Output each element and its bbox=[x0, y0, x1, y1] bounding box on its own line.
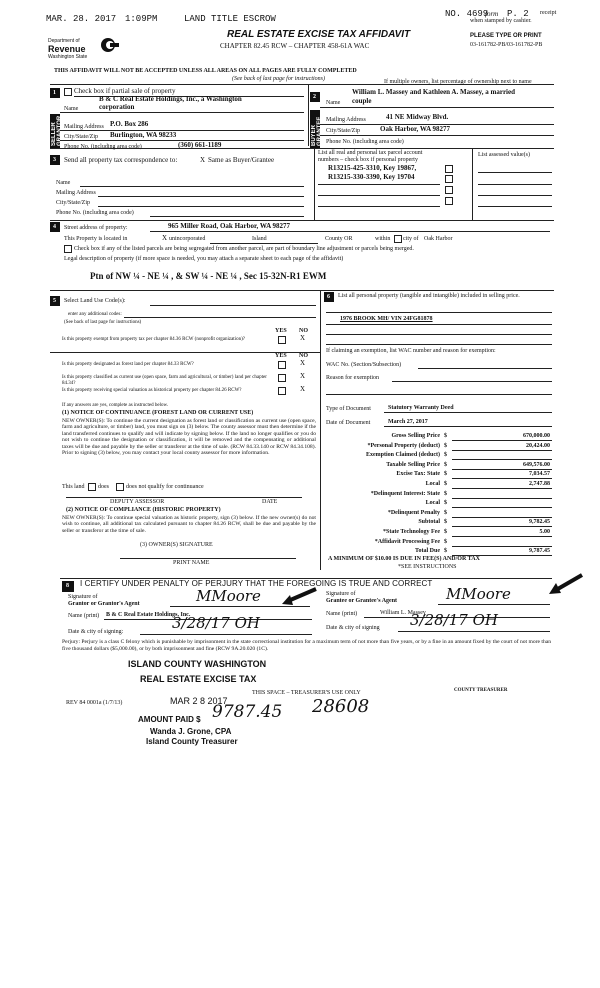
assessed-value-header: List assessed value(s) bbox=[478, 152, 530, 158]
buyer-name-label: Name bbox=[326, 100, 341, 106]
parcel-personal-checkbox-4[interactable] bbox=[445, 197, 453, 205]
tax-row-dollar: $ bbox=[444, 510, 447, 516]
seller-mailing-label: Mailing Address bbox=[64, 124, 104, 130]
print-name-label: PRINT NAME bbox=[173, 560, 210, 566]
grantee-name-label: Name (print) bbox=[326, 611, 358, 617]
tax-row-value: 7,034.57 bbox=[529, 471, 550, 477]
treasurer-space: THIS SPACE – TREASURER'S USE ONLY bbox=[252, 690, 361, 696]
additional-codes-label: enter any additional codes: bbox=[68, 312, 122, 317]
tax-row-value: 9,787.45 bbox=[529, 548, 550, 554]
grantor-date-label: Date & city of signing: bbox=[68, 629, 124, 635]
tax-row-dollar: $ bbox=[444, 471, 447, 477]
partial-sale-checkbox[interactable] bbox=[64, 88, 72, 96]
doc-type-label: Type of Document bbox=[326, 406, 371, 412]
current-use-question: Is this property classified as current use (open space, farm and agricultural, or timber) land per chapter 84.34? bbox=[62, 375, 267, 386]
tax-row-label: Local bbox=[425, 481, 440, 487]
owner-signature-label: (3) OWNER(S) SIGNATURE bbox=[140, 542, 213, 548]
notice-continuance-title: (1) NOTICE OF CONTINUANCE (FOREST LAND OR CURRENT USE) bbox=[62, 410, 254, 416]
section-8-number: 8 bbox=[66, 583, 69, 589]
tax-row-value: 670,000.00 bbox=[523, 433, 550, 439]
section-2-number: 2 bbox=[313, 94, 316, 100]
buyer-phone-label: Phone No. (including area code) bbox=[326, 139, 404, 145]
street-address: 965 Miller Road, Oak Harbor, WA 98277 bbox=[168, 222, 290, 230]
notice-compliance-body: NEW OWNER(S): To continue special valuation as historic property, sign (3) below. If the new owner(s) do not wish to continue, all additional tax calculated pursuant to chapter 84.26 RCW, shall be due and payable by the seller or transferor at the time of sale. bbox=[62, 515, 316, 534]
unincorporated-mark: X bbox=[162, 234, 168, 242]
parcels-header-1: List all real and personal tax parcel account bbox=[318, 150, 423, 156]
grantee-date-city: 3/28/17 OH bbox=[410, 611, 498, 629]
partial-sale-label: Check box if partial sale of property bbox=[74, 87, 176, 95]
tax-row-dollar: $ bbox=[444, 539, 447, 545]
tax-row-label: Gross Selling Price bbox=[391, 433, 440, 439]
tax-row-dollar: $ bbox=[444, 452, 447, 458]
corr-name-label: Name bbox=[56, 180, 71, 186]
dor-logo-icon bbox=[98, 37, 120, 53]
receipt-note: when stamped by cashier. bbox=[470, 18, 532, 24]
grantee-arrow-icon bbox=[546, 572, 586, 598]
street-label: Street address of property: bbox=[64, 225, 128, 231]
grantee-signature: MMoore bbox=[446, 585, 511, 603]
tax-row-label: Excise Tax: State bbox=[396, 471, 440, 477]
see-back-instructions: (See back of last page for instructions) bbox=[232, 76, 325, 82]
does-not-label: does not qualify for continuance bbox=[126, 484, 204, 490]
yes-header: YES bbox=[275, 328, 287, 334]
stamp-county: ISLAND COUNTY WASHINGTON bbox=[128, 659, 267, 669]
legal-description: Ptn of NW ¼ - NE ¼ , & SW ¼ - NE ¼ , Sec 15-32N-R1 EWM bbox=[90, 271, 327, 281]
perjury-notice: Perjury: Perjury is a class C felony which is punishable by imprisonment in the state correctional institution for a maximum term of not more than five years, or by a fine in an amount fixed by the court of not more than five thousand dollars ($5,000.00), or by both imprisonment and fine (RCW 9A.20.020 (1C). bbox=[62, 639, 552, 652]
personal-property-label: List all personal property (tangible and intangible) included in selling price. bbox=[338, 293, 520, 299]
current-use-no-mark: X bbox=[300, 372, 306, 380]
notice-compliance-title: (2) NOTICE OF COMPLIANCE (HISTORIC PROPERTY) bbox=[66, 507, 221, 513]
certify-statement: I CERTIFY UNDER PENALTY OF PERJURY THAT THE FOREGOING IS TRUE AND CORRECT bbox=[80, 579, 433, 588]
forest-yes-checkbox[interactable] bbox=[278, 361, 286, 369]
tax-row-value: 649,576.00 bbox=[523, 462, 550, 468]
section-3-number: 3 bbox=[53, 157, 56, 163]
receipt-word: receipt bbox=[540, 10, 557, 16]
seller-city: Burlington, WA 98233 bbox=[110, 131, 177, 139]
seller-phone-label: Phone No. (including area code) bbox=[64, 144, 142, 150]
tax-row-label: Total Due bbox=[415, 548, 440, 554]
tax-row-dollar: $ bbox=[444, 500, 447, 506]
parcel-row-2: R13215-330-3390, Key 19704 bbox=[328, 173, 415, 181]
yes-header-2: YES bbox=[275, 353, 287, 359]
tax-row-label: *State Technology Fee bbox=[383, 529, 440, 535]
within-label: within bbox=[375, 236, 391, 242]
buyer-mailing-label: Mailing Address bbox=[326, 117, 366, 123]
exempt-question: Is this property exempt from property tax per chapter 84.36 RCW (nonprofit organization)? bbox=[62, 337, 245, 342]
tax-row-value: 5.00 bbox=[539, 529, 550, 535]
parcel-personal-checkbox-2[interactable] bbox=[445, 175, 453, 183]
fax-page: P. 2 bbox=[507, 9, 529, 19]
exempt-no-mark: X bbox=[300, 334, 306, 342]
seller-phone: (360) 661-1189 bbox=[178, 141, 222, 149]
does-label: does bbox=[98, 484, 109, 490]
tax-row-dollar: $ bbox=[444, 529, 447, 535]
fax-date: MAR. 28. 2017 bbox=[46, 14, 117, 24]
deputy-date-label: DATE bbox=[262, 499, 278, 505]
forest-no-mark: X bbox=[300, 359, 306, 367]
stamp-excise: REAL ESTATE EXCISE TAX bbox=[140, 674, 257, 684]
parcel-row-1: R13215-425-3310, Key 19867, bbox=[328, 164, 417, 172]
city-of-value: Oak Harbor bbox=[424, 236, 453, 242]
minimum-fee-note: A MINIMUM OF $10.00 IS DUE IN FEE(S) AND/OR TAX bbox=[328, 556, 480, 562]
doc-type: Statutory Warranty Deed bbox=[388, 405, 454, 411]
parcel-personal-checkbox-3[interactable] bbox=[445, 186, 453, 194]
logo-line1: Department of bbox=[48, 38, 80, 44]
fax-number: NO. 4699 bbox=[445, 9, 489, 19]
current-use-yes-checkbox[interactable] bbox=[278, 374, 286, 382]
legal-description-label: Legal description of property (if more space is needed, you may attach a separate sheet to each page of the affidavit) bbox=[64, 256, 344, 262]
located-value: unincorporated bbox=[169, 236, 206, 242]
exemption-label: If claiming an exemption, list WAC number and reason for exemption: bbox=[326, 348, 496, 354]
doc-date-label: Date of Document bbox=[326, 420, 371, 426]
treasurer-title: Island County Treasurer bbox=[146, 737, 238, 746]
tax-row-dollar: $ bbox=[444, 433, 447, 439]
tax-row-value: 9,782.45 bbox=[529, 519, 550, 525]
type-or-print: PLEASE TYPE OR PRINT bbox=[470, 33, 542, 39]
segregation-checkbox[interactable] bbox=[64, 245, 72, 253]
grantor-name-label: Name (print) bbox=[68, 613, 100, 619]
section-1-number: 1 bbox=[53, 90, 56, 96]
tax-row-label: *Personal Property (deduct) bbox=[367, 443, 440, 449]
logo-line3: Washington State bbox=[48, 54, 88, 60]
buyer-side-text: BUYER GRANTEE bbox=[311, 116, 323, 146]
deputy-assessor-label: DEPUTY ASSESSOR bbox=[110, 499, 165, 505]
tax-row-label: Exemption Claimed (deduct) bbox=[366, 452, 440, 458]
section-4-number: 4 bbox=[53, 224, 56, 230]
county-treasurer: COUNTY TREASURER bbox=[454, 688, 508, 693]
historic-no-mark: X bbox=[300, 385, 306, 393]
seller-name-label: Name bbox=[64, 106, 79, 112]
buyer-mailing: 41 NE Midway Blvd. bbox=[386, 113, 449, 121]
land-use-see-back: (See back of last page for instructions) bbox=[64, 320, 142, 325]
grantor-name: B & C Real Estate Holdings, Inc. bbox=[106, 612, 191, 618]
logo-line2: Revenue bbox=[48, 44, 86, 54]
land-use-label: Select Land Use Code(s): bbox=[64, 298, 126, 304]
buyer-city-label: City/State/Zip bbox=[326, 128, 360, 134]
parcel-personal-checkbox-1[interactable] bbox=[445, 165, 453, 173]
section-6-number: 6 bbox=[327, 294, 330, 300]
fax-time: 1:09PM bbox=[125, 14, 158, 24]
ref-codes: 03-161782-PB/03-161782-PB bbox=[470, 42, 543, 48]
grantor-date-city: 3/28/17 OH bbox=[172, 614, 260, 632]
same-as-buyer-label: Same as Buyer/Grantee bbox=[208, 156, 275, 164]
seller-side-text: SELLER GRANTOR bbox=[51, 115, 63, 146]
completion-warning: THIS AFFIDAVIT WILL NOT BE ACCEPTED UNLESS ALL AREAS ON ALL PAGES ARE FULLY COMPLETED bbox=[54, 68, 357, 74]
form-mark: form bbox=[485, 10, 499, 18]
grantee-name: William L. Massey bbox=[380, 610, 426, 616]
buyer-city: Oak Harbor, WA 98277 bbox=[380, 125, 451, 133]
see-instructions: *SEE INSTRUCTIONS bbox=[398, 564, 457, 570]
form-title: REAL ESTATE EXCISE TAX AFFIDAVIT bbox=[227, 29, 411, 40]
seller-mailing: P.O. Box 286 bbox=[110, 120, 149, 128]
historic-yes-checkbox[interactable] bbox=[278, 387, 286, 395]
amount-paid: 9787.45 bbox=[212, 702, 283, 722]
buyer-name-line1: William L. Massey and Kathleen A. Massey, a married bbox=[352, 88, 516, 96]
tax-row-value: 20,424.00 bbox=[526, 443, 550, 449]
section-5-number: 5 bbox=[53, 298, 56, 304]
fax-sender: LAND TITLE ESCROW bbox=[184, 14, 276, 24]
corr-mailing-label: Mailing Address bbox=[56, 190, 96, 196]
tax-row-label: *Delinquent Penalty bbox=[387, 510, 440, 516]
form-chapter: CHAPTER 82.45 RCW – CHAPTER 458-61A WAC bbox=[220, 42, 370, 50]
doc-date: March 27, 2017 bbox=[388, 419, 428, 425]
corr-city-label: City/State/Zip bbox=[56, 200, 90, 206]
corr-phone-label: Phone No. (including area code) bbox=[56, 210, 134, 216]
same-as-buyer-mark: X bbox=[200, 156, 206, 164]
personal-property-item: 1976 BROOK MH/ VIN 24FG81878 bbox=[340, 316, 433, 322]
treasurer-name: Wanda J. Grone, CPA bbox=[150, 727, 232, 736]
grantor-signature-label-1: Signature of bbox=[68, 594, 98, 600]
reason-label: Reason for exemption bbox=[326, 375, 379, 381]
tax-row-label: Subtotal bbox=[418, 519, 440, 525]
no-header-2: NO bbox=[299, 353, 308, 359]
tax-row-dollar: $ bbox=[444, 481, 447, 487]
grantor-signature: MMoore bbox=[196, 587, 261, 605]
does-qualify-checkbox[interactable] bbox=[88, 483, 96, 491]
tax-row-dollar: $ bbox=[444, 443, 447, 449]
tax-row-label: *Affidavit Processing Fee bbox=[374, 539, 440, 545]
grantor-signature-label-2: Grantor or Grantor's Agent bbox=[68, 601, 140, 607]
historic-question: Is this property receiving special valuation as historical property per chapter 84.26 RCW? bbox=[62, 388, 242, 393]
receipt-number: 28608 bbox=[312, 696, 370, 717]
tax-row-dollar: $ bbox=[444, 462, 447, 468]
tax-row-dollar: $ bbox=[444, 519, 447, 525]
if-yes-instruction: If any answers are yes, complete as instructed below. bbox=[62, 403, 169, 408]
seller-name-line2: corporation bbox=[99, 103, 135, 111]
seller-city-label: City/State/Zip bbox=[64, 134, 98, 140]
dor-logo bbox=[48, 37, 118, 62]
wac-label: WAC No. (Section/Subsection) bbox=[326, 362, 402, 368]
grantee-date-label: Date & city of signing bbox=[326, 625, 380, 631]
forest-question: Is this property designated as forest land per chapter 84.33 RCW? bbox=[62, 362, 194, 367]
county-value: Island bbox=[252, 236, 267, 242]
this-land-label: This land bbox=[62, 484, 85, 490]
buyer-multiple-owners: If multiple owners, list percentage of ownership next to name bbox=[384, 79, 532, 85]
rev-number: REV 84 0001a (1/7/13) bbox=[66, 700, 123, 706]
parcels-header-2: numbers – check box if personal property bbox=[318, 157, 418, 163]
tax-row-dollar: $ bbox=[444, 491, 447, 497]
county-label: County OR bbox=[325, 236, 353, 242]
seller-name-line1: B & C Real Estate Holdings, Inc., a Washington bbox=[99, 95, 242, 103]
tax-row-label: Taxable Selling Price bbox=[386, 462, 440, 468]
buyer-name-line2: couple bbox=[352, 97, 372, 105]
notice-continuance-body: NEW OWNER(S): To continue the current designation as forest land or classification as current use (open space, farm and agriculture, or timber) land, you must sign on (3) below. The county assessor must then determine if the land transferred continues to qualify and will indicate by signing below. If the land no longer qualifies or you do not wish to continue the designation or classification, it will be removed and the compensating or additional taxes will be due and payable by the seller or transferor at the time of sale. (RCW 84.33.140 or RCW 84.34.108). Prior to signing (3) below, you may contact your local county assessor for more information. bbox=[62, 418, 316, 457]
tax-row-label: *Delinquent Interest: State bbox=[370, 491, 440, 497]
segregation-label: Check box if any of the listed parcels are being segregated from another parcel, are part of boundary line adjustment or parcels being merged. bbox=[74, 246, 414, 252]
tax-row-dollar: $ bbox=[444, 548, 447, 554]
exempt-yes-checkbox[interactable] bbox=[278, 336, 286, 344]
city-checkbox[interactable] bbox=[394, 235, 402, 243]
no-header: NO bbox=[299, 328, 308, 334]
grantee-signature-label-1: Signature of bbox=[326, 591, 356, 597]
city-of-label: city of bbox=[403, 236, 419, 242]
stamp-date: MAR 2 8 2017 bbox=[170, 696, 228, 706]
grantor-arrow-icon bbox=[280, 587, 320, 609]
correspondence-label: Send all property tax correspondence to: bbox=[64, 156, 178, 164]
tax-row-label: Local bbox=[425, 500, 440, 506]
grantee-signature-label-2: Grantee or Grantee's Agent bbox=[326, 598, 398, 604]
tax-row-value: 2,747.88 bbox=[529, 481, 550, 487]
does-not-qualify-checkbox[interactable] bbox=[116, 483, 124, 491]
amount-paid-label: AMOUNT PAID $ bbox=[138, 715, 201, 724]
located-prefix: This Property is located in bbox=[64, 236, 128, 242]
